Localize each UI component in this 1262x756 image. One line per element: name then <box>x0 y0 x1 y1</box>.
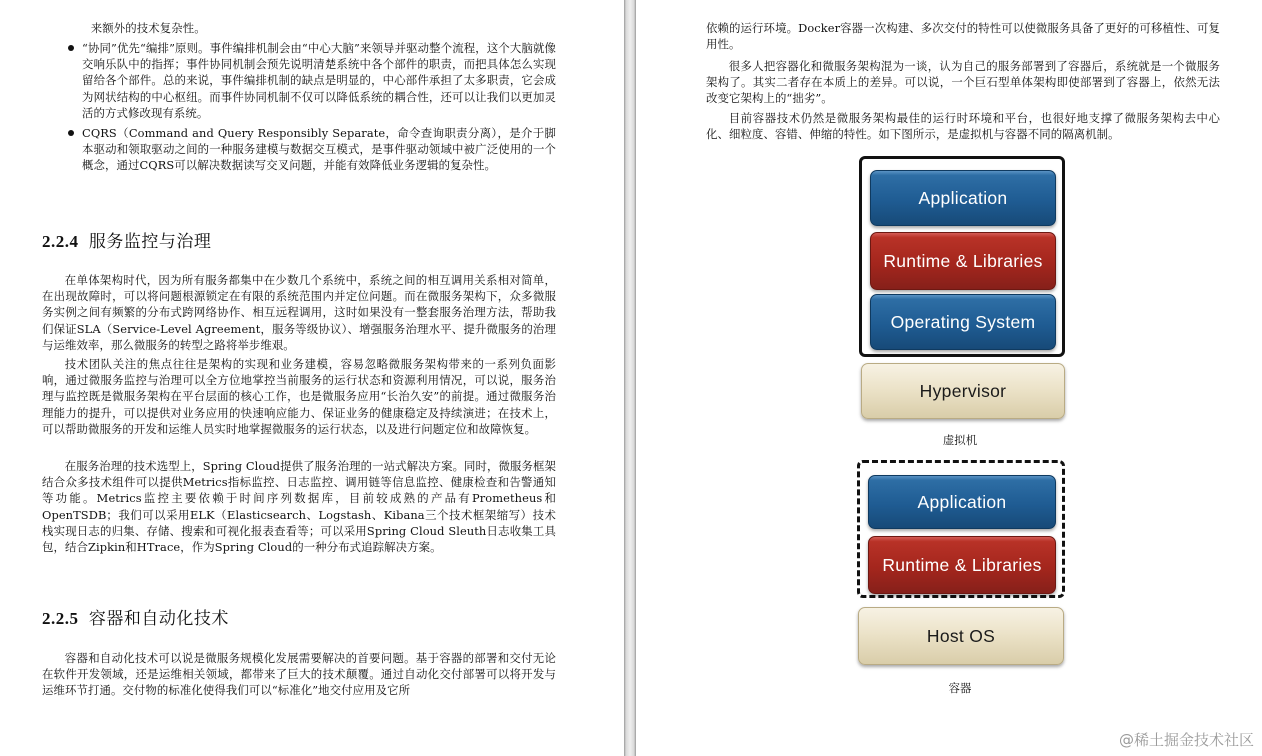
container-runtime-layer: Runtime & Libraries <box>868 536 1056 594</box>
paragraph: 目前容器技术仍然是微服务架构最佳的运行时环境和平台，也很好地支撑了微服务架构去中心化、细粒度、容错、伸缩的特性。如下图所示，是虚拟机与容器不同的隔离机制。 <box>706 111 1220 142</box>
bullet-list <box>68 40 556 174</box>
vm-runtime-layer: Runtime & Libraries <box>870 232 1056 290</box>
left-page <box>0 0 624 756</box>
container-hostos-layer: Host OS <box>858 607 1064 665</box>
paragraph: 在服务治理的技术选型上，Spring Cloud提供了服务治理的一站式解决方案。同时，微服务框架结合众多技术组件可以提供Metrics指标监控、日志监控、调用链等信息监控、健康检查和告警通知等功能。Metrics监控主要依赖于时间序列数据库，目前较成熟的产品有Prometheus和OpenTSDB；我们可以采用ELK（Elasticsearch、Logstash、Kibana三个技术框架缩写）技术栈实现日志的归集、存储、搜索和可视化报表查看等；可以采用Spring Cloud Sleuth日志收集工具包，结合Zipkin和HTrace，作为Spring Cloud的一种分布式追踪解决方案。 <box>42 459 556 555</box>
container-caption: 容器 <box>948 681 972 695</box>
vm-caption: 虚拟机 <box>942 433 978 447</box>
bullet-icon <box>68 45 74 51</box>
paragraph: 很多人把容器化和微服务架构混为一谈，认为自己的服务部署到了容器后，系统就是一个微服务架构了。其实二者存在本质上的差异。可以说，一个巨石型单体架构即使部署到了容器上，依然无法改变它架构上的“拙劣”。 <box>706 59 1220 106</box>
section-heading-224: 2.2.4 服务监控与治理 <box>42 232 212 252</box>
intro-line: 来额外的技术复杂性。 <box>90 21 206 35</box>
watermark: @稀土掘金技术社区 <box>1118 731 1254 749</box>
paragraph: 依赖的运行环境。Docker容器一次构建、多次交付的特性可以使微服务具备了更好的可移植性、可复用性。 <box>706 21 1220 52</box>
vm-hypervisor-layer: Hypervisor <box>861 363 1065 419</box>
paragraph: 技术团队关注的焦点往往是架构的实现和业务建模，容易忽略微服务架构带来的一系列负面影响，通过微服务监控与治理可以全方位地掌控当前服务的运行状态和资源利用情况，可以说，服务治理与监控既是微服务架构在平台层面的核心工作，也是微服务应用“长治久安”的前提。通过微服务治理能力的提升，可以提供对业务应用的快速响应能力、保证业务的健康稳定及持续演进；在技术上，可以帮助微服务的开发和运维人员实时地掌握微服务的运行状态，以及进行问题定位和故障恢复。 <box>42 357 556 436</box>
right-page <box>636 0 1262 756</box>
list-item: CQRS（Command and Query Responsibly Separate，命令查询职责分离），是介于脚本驱动和领取驱动之间的一种服务建模与数据交互模式，是事件驱动领域中被广泛使用的一个概念，通过CQRS可以解决数据读写交叉问题，并能有效降低业务逻辑的复杂性。 <box>68 125 556 174</box>
container-application-layer: Application <box>868 475 1056 529</box>
paragraph: 在单体架构时代，因为所有服务都集中在少数几个系统中，系统之间的相互调用关系相对简单，在出现故障时，可以将问题根源锁定在有限的系统范围内并定位问题。而在微服务架构下，众多微服务实例之间有频繁的分布式跨网络协作、相互远程调用，这时如果没有一整套服务治理方法，帮助我们保证SLA（Service-Level Agreement，服务等级协议）、增强服务治理水平、提升微服务的治理与运维效率，那么微服务的转型之路将举步维艰。 <box>42 273 556 352</box>
vm-os-layer: Operating System <box>870 294 1056 350</box>
vm-application-layer: Application <box>870 170 1056 226</box>
page-gutter <box>624 0 636 756</box>
bullet-icon <box>68 130 74 136</box>
section-heading-225: 2.2.5 容器和自动化技术 <box>42 609 229 629</box>
list-item: “协同”优先“编排”原则。事件编排机制会由“中心大脑”来领导并驱动整个流程，这个大脑就像交响乐队中的指挥；事件协同机制会预先说明清楚系统中各个部件的职责，而把具体怎么实现留给各个部件。总的来说，事件编排机制的缺点是明显的，中心部件承担了太多职责，它会成为网状结构的中心枢纽。而事件协同机制不仅可以降低系统的耦合性，还可以让我们以更加灵活的方式修改现有系统。 <box>68 40 556 121</box>
paragraph: 容器和自动化技术可以说是微服务规模化发展需要解决的首要问题。基于容器的部署和交付无论在软件开发领域，还是运维相关领域，都带来了巨大的技术颠覆。通过自动化交付部署可以将开发与运维环节打通。交付物的标准化使得我们可以“标准化”地交付应用及它所 <box>42 651 556 698</box>
